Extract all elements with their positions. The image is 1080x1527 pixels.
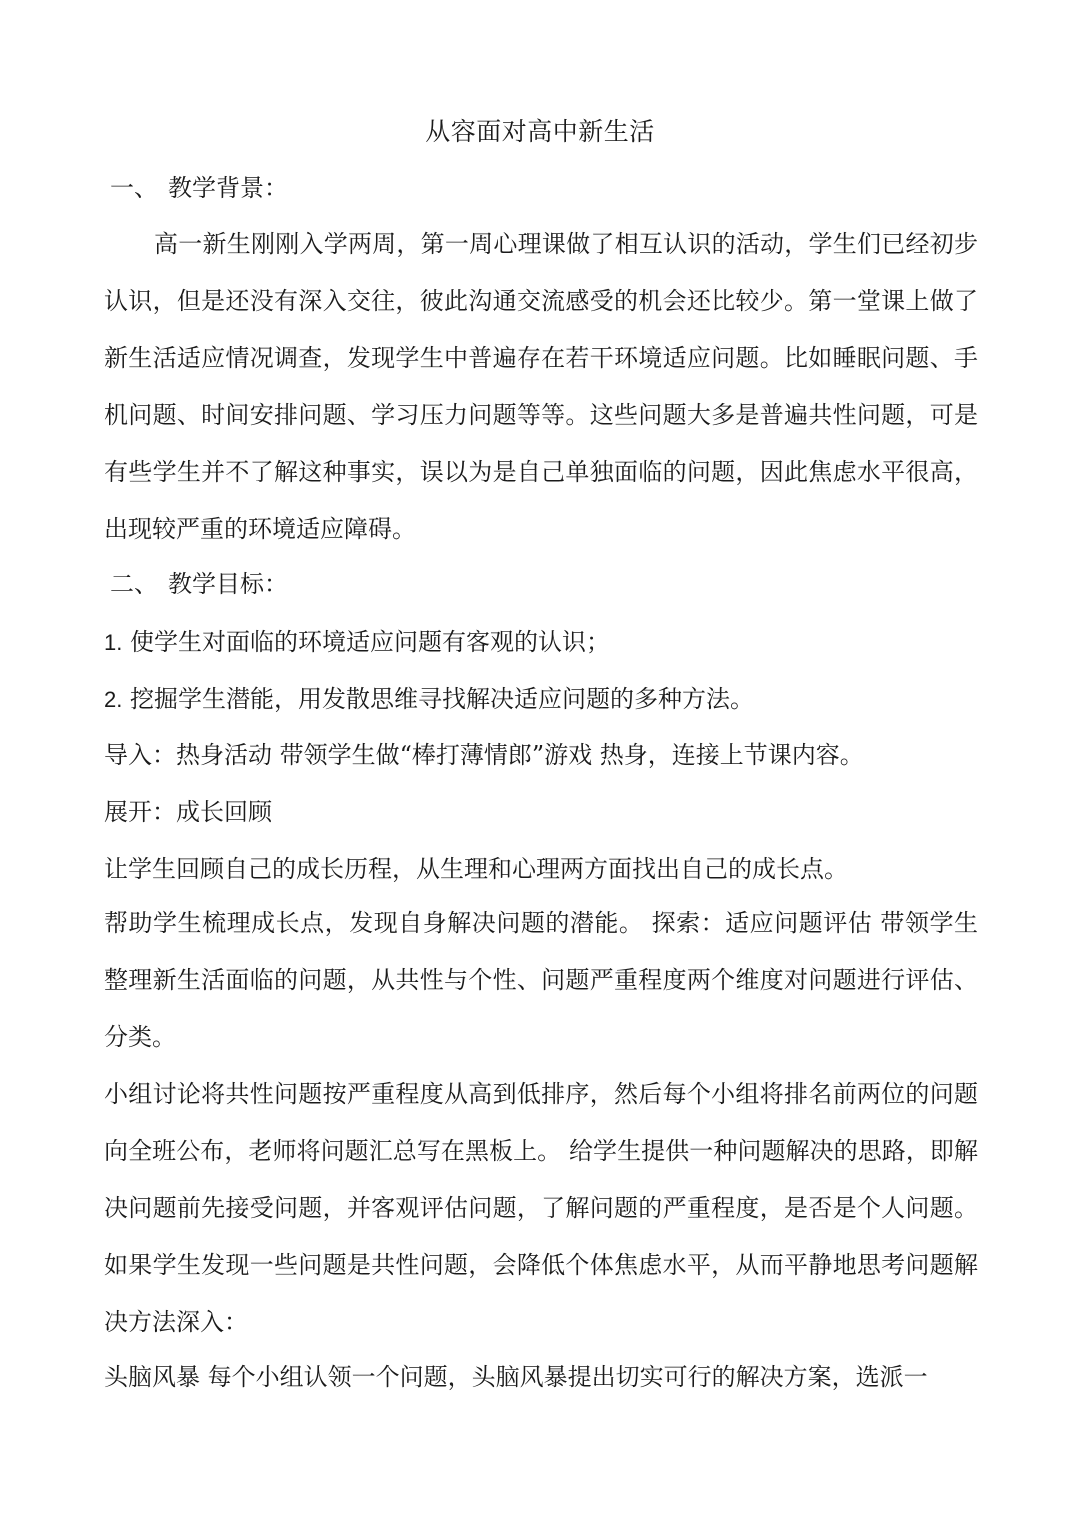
section-heading-goals	[110, 564, 288, 604]
discussion-paragraph: 小组讨论将共性问题按严重程度从高到低排序，然后每个小组将排名前两位的问题向全班公布，老师将问题汇总写在黑板上。 给学生提供一种问题解决的思路，即解决问题前先接受问题，并客观评估问题，了解问题的严重程度，是否是个人问题。如果学生发现一些问题是共性问题，会降低个体焦虑水平，从而平静地思考问题解决方法深入：	[104, 1080, 978, 1336]
explore-paragraph: 帮助学生梳理成长点，发现自身解决问题的潜能。 探索：适应问题评估 带领学生整理新生活面临的问题，从共性与个性、问题严重程度两个维度对问题进行评估、分类。	[104, 909, 978, 1051]
goal-number: 1.	[104, 630, 123, 655]
expand-line: 展开：成长回顾	[104, 798, 272, 826]
goal-item	[104, 679, 978, 720]
brainstorm-line: 头脑风暴 每个小组认领一个问题，头脑风暴提出切实可行的解决方案，选派一	[104, 1363, 928, 1391]
section-title: 教学背景：	[168, 174, 288, 202]
section-heading-background	[110, 168, 288, 208]
goal-text: 使学生对面临的环境适应问题有客观的认识；	[130, 628, 610, 656]
section-number: 二、	[110, 570, 158, 598]
page-title: 从容面对高中新生活	[425, 117, 655, 146]
goal-text: 挖掘学生潜能，用发散思维寻找解决适应问题的多种方法。	[130, 685, 754, 713]
section-title: 教学目标：	[168, 570, 288, 598]
goal-number: 2.	[104, 687, 123, 712]
background-paragraph: 高一新生刚刚入学两周，第一周心理课做了相互认识的活动，学生们已经初步认识，但是还没有深入交往，彼此沟通交流感受的机会还比较少。第一堂课上做了新生活适应情况调查，发现学生中普遍存在若干环境适应问题。比如睡眠问题、手机问题、时间安排问题、学习压力问题等等。这些问题大多是普遍共性问题，可是有些学生并不了解这种事实，误以为是自己单独面临的问题，因此焦虑水平很高，出现较严重的环境适应障碍。	[104, 230, 978, 543]
review-line: 让学生回顾自己的成长历程，从生理和心理两方面找出自己的成长点。	[104, 855, 848, 883]
intro-line: 导入：热身活动 带领学生做“棒打薄情郎”游戏 热身，连接上节课内容。	[104, 741, 864, 769]
goal-item	[104, 622, 978, 663]
section-number: 一、	[110, 174, 158, 202]
